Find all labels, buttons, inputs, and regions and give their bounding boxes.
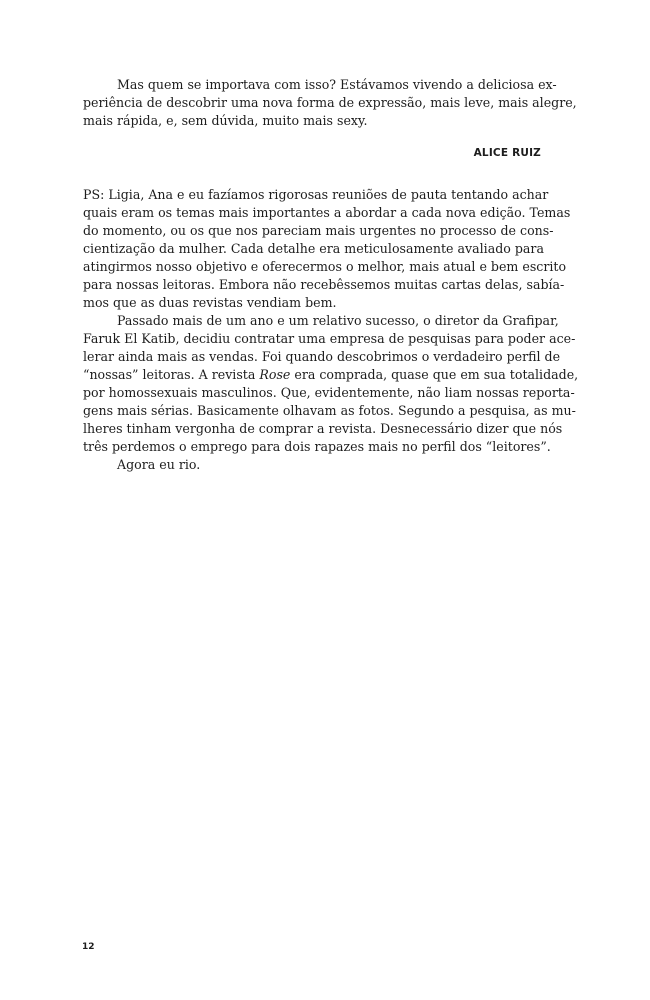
text-line: do momento, ou os que nos pareciam mais urgentes no processo de cons- (83, 223, 554, 238)
text-line: lheres tinham vergonha de comprar a revista. Desnecessário dizer que nós (83, 421, 563, 436)
text-line: Faruk El Katib, decidiu contratar uma empresa de pesquisas para poder ace- (83, 331, 576, 346)
author-signature: ALICE RUIZ (473, 147, 541, 159)
text-line: PS: Ligia, Ana e eu fazíamos rigorosas reuniões de pauta tentando achar (83, 187, 549, 202)
text-line-with-italic (83, 366, 579, 384)
postscript-section (83, 186, 579, 474)
text-line: mos que as duas revistas vendiam bem. (83, 295, 337, 310)
text-line: Mas quem se importava com isso? Estávamos vivendo a deliciosa ex- (117, 77, 557, 92)
opening-paragraph (83, 76, 577, 130)
text-line: para nossas leitoras. Embora não recebêssemos muitas cartas delas, sabía- (83, 277, 565, 292)
text-line: atingirmos nosso objetivo e oferecermos o melhor, mais atual e bem escrito (83, 259, 567, 274)
text-segment: “nossas” leitoras. A revista (83, 367, 260, 382)
text-line: periência de descobrir uma nova forma de expressão, mais leve, mais alegre, (83, 95, 577, 110)
magazine-title: Rose (259, 367, 291, 382)
text-line: lerar ainda mais as vendas. Foi quando descobrimos o verdadeiro perfil de (83, 349, 561, 364)
text-line: mais rápida, e, sem dúvida, muito mais sexy. (83, 113, 368, 128)
page-number: 12 (82, 942, 95, 952)
text-line: cientização da mulher. Cada detalhe era meticulosamente avaliado para (83, 241, 544, 256)
text-line: Passado mais de um ano e um relativo sucesso, o diretor da Grafipar, (117, 313, 559, 328)
closing-line: Agora eu rio. (117, 457, 201, 472)
text-line: quais eram os temas mais importantes a abordar a cada nova edição. Temas (83, 205, 571, 220)
text-line: por homossexuais masculinos. Que, evidentemente, não liam nossas reporta- (83, 385, 575, 400)
text-segment: era comprada, quase que em sua totalidade, (290, 367, 579, 382)
text-line: três perdemos o emprego para dois rapazes mais no perfil dos “leitores”. (83, 439, 551, 454)
text-line: gens mais sérias. Basicamente olhavam as fotos. Segundo a pesquisa, as mu- (83, 403, 576, 418)
